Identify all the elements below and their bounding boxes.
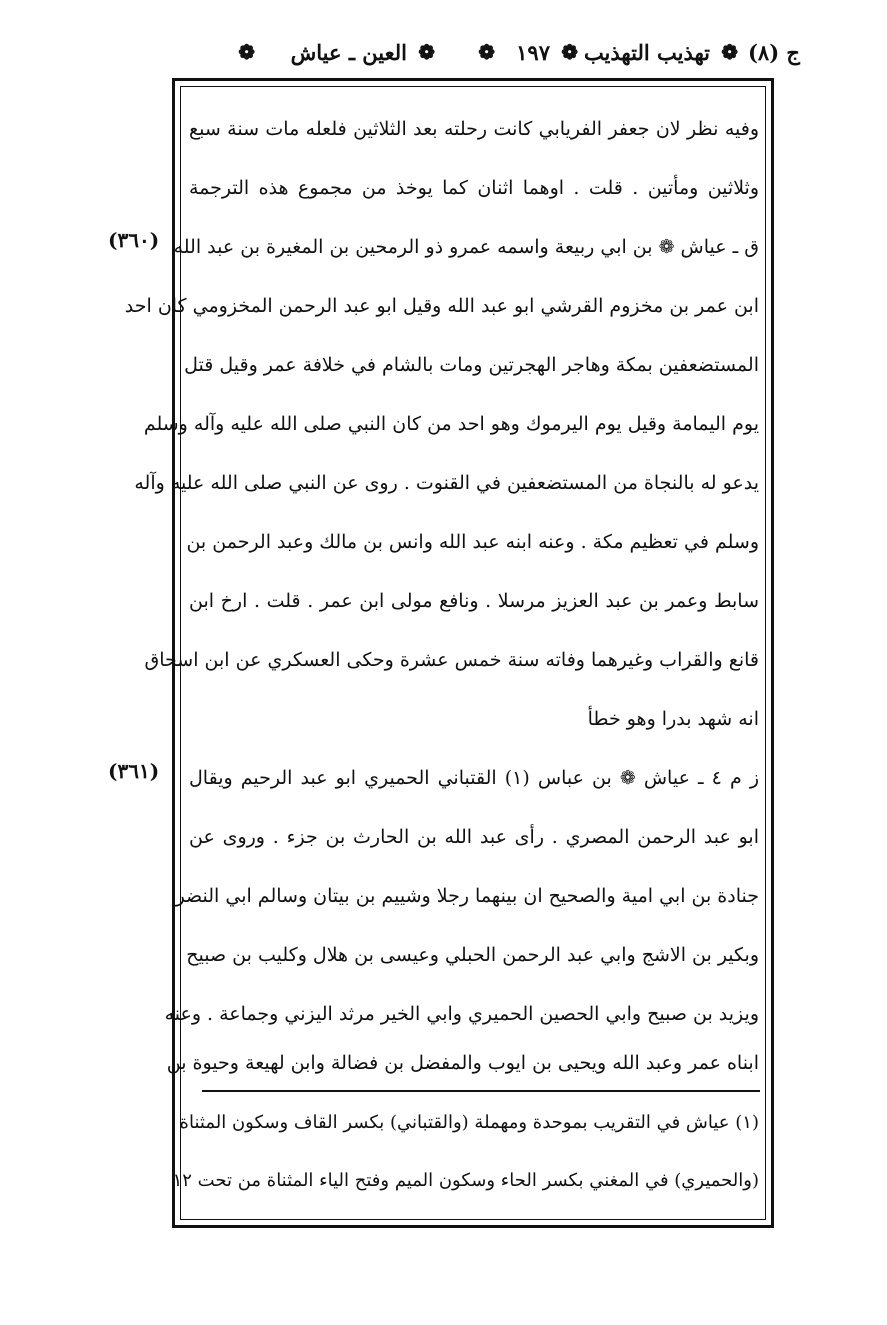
- book-title: تهذيب التهذيب: [583, 40, 710, 65]
- text-line: قانع والقراب وغيرهما وفاته سنة خمس عشرة وحكى العسكري عن ابن اسحاق: [144, 649, 759, 671]
- ornament-icon: ❁: [478, 40, 495, 64]
- ornament-icon: ❁: [721, 40, 738, 64]
- text-line: ويزيد بن صبيح وابي الحصين الحميري وابي الخير مرثد اليزني وجماعة . وعنه: [164, 1003, 759, 1025]
- text-line: وسلم في تعظيم مكة . وعنه ابنه عبد الله وانس بن مالك وعبد الرحمن بن: [186, 531, 759, 553]
- text-line: ابو عبد الرحمن المصري . رأى عبد الله بن الحارث بن جزء . وروى عن: [189, 826, 759, 848]
- footnote-line: (والحميري) في المغني بكسر الحاء وسكون الميم وفتح الياء المثناة من تحت ١٢: [172, 1170, 759, 1191]
- text-line: ابن عمر بن مخزوم القرشي ابو عبد الله وقيل ابو عبد الرحمن المخزومي كان احد: [124, 295, 759, 317]
- footnote-line: (١) عياش في التقريب بموحدة ومهملة (والقتباني) بكسر القاف وسكون المثناة: [179, 1112, 759, 1133]
- ornament-icon: ❁: [418, 40, 435, 64]
- text-line: ابناه عمر وعبد الله ويحيى بن ايوب والمفضل بن فضالة وابن لهيعة وحيوة بن: [166, 1052, 759, 1074]
- page-header: [160, 36, 800, 80]
- text-line: وفيه نظر لان جعفر الفريابي كانت رحلته بعد الثلاثين فلعله مات سنة سبع: [189, 118, 759, 140]
- footnote-divider: [202, 1090, 760, 1092]
- text-line: يدعو له بالنجاة من المستضعفين في القنوت . روى عن النبي صلى الله عليه وآله: [134, 472, 759, 494]
- page-number: ١٩٧: [516, 40, 550, 65]
- text-line: وثلاثين ومأتين . قلت . اوهما اثنان كما يوخذ من مجموع هذه الترجمة: [189, 177, 759, 199]
- text-line: سابط وعمر بن عبد العزيز مرسلا . ونافع مولى ابن عمر . قلت . ارخ ابن: [189, 590, 759, 612]
- entry-number: (٣٦٠): [108, 228, 160, 252]
- section-title: العين ـ عياش: [290, 40, 407, 65]
- ornament-icon: ❁: [561, 40, 578, 64]
- text-line: ق ـ عياش ❁ بن ابي ربيعة واسمه عمرو ذو الرمحين بن المغيرة بن عبد الله: [173, 236, 759, 258]
- volume-label: ج (٨): [747, 40, 800, 65]
- text-line: انه شهد بدرا وهو خطأ: [587, 708, 759, 730]
- text-line: وبكير بن الاشج وابي عبد الرحمن الحبلي وعيسى بن هلال وكليب بن صبيح: [186, 944, 759, 966]
- entry-number: (٣٦١): [108, 759, 160, 783]
- ornament-icon: ❁: [238, 40, 255, 64]
- text-line: ز م ٤ ـ عياش ❁ بن عباس (١) القتباني الحميري ابو عبد الرحيم ويقال: [189, 767, 760, 789]
- text-line: المستضعفين بمكة وهاجر الهجرتين ومات بالشام في خلافة عمر وقيل قتل: [184, 354, 759, 376]
- text-line: جنادة بن ابي امية والصحيح ان بينهما رجلا وشييم بن بيتان وسالم ابي النضر: [175, 885, 759, 907]
- text-line: يوم اليمامة وقيل يوم اليرموك وهو احد من كان النبي صلى الله عليه وآله وسلم: [143, 413, 759, 435]
